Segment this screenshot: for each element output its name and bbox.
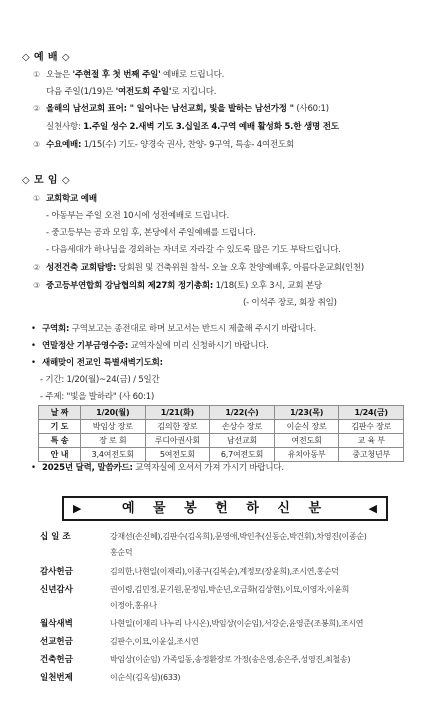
notice-label: 연말정산 기부금영수증:: [42, 341, 129, 351]
notice-label: 2025년 달력, 말씀카드:: [42, 463, 133, 473]
table-row: [39, 448, 404, 462]
item-number: ③: [33, 281, 40, 290]
table-cell: 장 로 회: [81, 434, 146, 448]
triangle-left-icon: ◀: [368, 502, 377, 515]
offering-names: 이순식(김옥심)(633): [110, 673, 181, 682]
worship-item-2-detail: [46, 121, 339, 133]
offering-names: 이정아,홍유나: [110, 601, 157, 610]
item-number: ①: [33, 194, 40, 203]
item-emphasis: 교회학교 예배: [46, 194, 97, 204]
notice-text: 교역자실에 오셔서 가져 가시기 바랍니다.: [132, 463, 284, 473]
table-row-label: 특 송: [39, 434, 81, 448]
offering-names: 박임상(이순임) 가족일동,송정환장로 가정(송은영,송은주,성영진,최철송): [110, 655, 351, 664]
offering-title-box: [62, 496, 388, 521]
item-text: 다음 주일(1/19)은: [46, 87, 116, 97]
table-header-row: [39, 406, 404, 420]
offering-label: 일천번제: [40, 673, 73, 683]
item-text: 로 지킵니다.: [171, 87, 217, 97]
item-text: 당회원 및 건축위원 참석- 오늘 오후 찬양예배후, 아름다운교회(인천): [116, 263, 364, 273]
offering-names: 강재선(손신혜),김판수(김옥희),문영애,박인추(신동순,박건휘),차영진(이종순): [110, 532, 367, 541]
item-emphasis: 올해의 남선교회 표어: " 일어나는 남선교회, 빛을 발하는 남선가정 ": [46, 104, 294, 114]
table-cell: 유치아동부: [274, 448, 339, 462]
offering-label: 십 일 조: [40, 532, 71, 542]
table-header-cell: 1/22(수): [210, 406, 275, 420]
notice-text: 교역자실에 미리 신청하시기 바랍니다.: [128, 341, 269, 351]
notice-text: 구역보고는 종전대로 하며 보고서는 반드시 제출해 주시기 바랍니다.: [69, 324, 317, 334]
table-cell: 손상수 장로: [210, 420, 275, 434]
offering-label: 월삭새벽: [40, 619, 73, 629]
notice-item: [31, 357, 163, 369]
offering-label: 선교헌금: [40, 637, 73, 647]
table-header-cell: 1/21(화): [145, 406, 210, 420]
table-row-label: 기 도: [39, 420, 81, 434]
table-row-label: 안 내: [39, 448, 81, 462]
table-header-cell: 날 짜: [39, 406, 81, 420]
offering-title: 예 물 봉 헌 하 신 분: [121, 501, 329, 516]
notice-item: [31, 340, 269, 352]
worship-item-3: [33, 139, 294, 151]
item-number: ②: [33, 104, 40, 113]
dawn-prayer-theme: - 주제: "빛을 발하라" (사 60:1): [40, 392, 155, 402]
item-text: 실천사항:: [46, 122, 84, 132]
offering-label: 감사헌금: [40, 567, 73, 577]
table-cell: 여전도회: [274, 434, 339, 448]
item-number: ③: [33, 140, 40, 149]
item-emphasis: '여전도회 주일': [115, 87, 172, 97]
offering-names: 김의한,나현일(이재리),이종구(김복순),계정모(장윤희),조시연,홍순덕: [110, 567, 339, 576]
meetings-item-3-detail: (- 이석주 장로, 회장 취임): [243, 298, 337, 308]
meetings-item-1: [33, 193, 97, 205]
meetings-item-1-detail: - 아동부는 주일 오전 10시에 성전예배로 드립니다.: [46, 211, 230, 221]
item-emphasis: 성전건축 교회탐방:: [46, 263, 117, 273]
item-emphasis: 수요예배:: [46, 140, 82, 150]
meetings-item-2: [33, 262, 364, 274]
item-emphasis: 중고등부연합회 강남협의회 제27회 정기총회:: [46, 281, 214, 291]
table-cell: 6,7여전도회: [210, 448, 275, 462]
table-cell: 3,4여전도회: [81, 448, 146, 462]
item-text: 1/18(토) 오후 3시, 교회 본당: [213, 281, 322, 291]
table-cell: 교 육 부: [339, 434, 404, 448]
offering-label: 건축헌금: [40, 655, 73, 665]
item-text: 1/15(수) 기도- 양경숙 권사, 찬양- 9구역, 특송- 4여전도회: [81, 140, 295, 150]
meetings-item-3: [33, 280, 322, 292]
meetings-item-1-detail: - 중고등부는 공과 모임 후, 본당에서 주일예배를 드립니다.: [46, 228, 256, 238]
item-emphasis: 1.주일 성수 2.새벽 기도 3.십일조 4.구역 예배 활성화 5.한 생명 전도: [83, 122, 339, 132]
table-cell: 남선교회: [210, 434, 275, 448]
notice-label: 새해맞이 전교인 특별새벽기도회:: [42, 358, 163, 368]
table-header-cell: 1/20(월): [81, 406, 146, 420]
table-row: [39, 434, 404, 448]
bullet-icon: •: [31, 358, 36, 368]
table-cell: 김판수 장로: [339, 420, 404, 434]
item-emphasis: '주현절 후 첫 번째 주일': [72, 70, 161, 80]
dawn-prayer-period: - 기간: 1/20(월)~24(금) / 5일간: [40, 375, 160, 385]
offering-names: 권이령,김민정,문기원,문정임,박순년,오금화(김상현),이묘,이영자,이윤희: [110, 585, 349, 594]
meetings-heading: ◇ 모 임 ◇: [22, 175, 70, 186]
worship-item-1-detail: [46, 86, 216, 98]
item-text: (사60:1): [293, 104, 329, 114]
offering-names: 김판수,이묘,이윤실,조시연: [110, 637, 199, 646]
notice-label: 구역회:: [42, 324, 70, 334]
worship-item-1: [33, 69, 224, 81]
table-header-cell: 1/23(목): [274, 406, 339, 420]
bullet-icon: •: [31, 463, 36, 473]
table-cell: 박임상 장로: [81, 420, 146, 434]
offering-label: 신년감사: [40, 585, 73, 595]
table-cell: 김의한 장로: [145, 420, 210, 434]
notice-item: [31, 462, 284, 474]
notice-item: [31, 323, 316, 335]
dawn-prayer-schedule-table: [38, 405, 404, 462]
offering-names: 나현일(이재리 나누리 나시온),박임상(이순임),서강순,윤영준(조봉희),조시연: [110, 619, 364, 628]
bullet-icon: •: [31, 324, 36, 334]
table-row: [39, 420, 404, 434]
item-number: ①: [33, 70, 40, 79]
item-text: 오늘은: [46, 70, 73, 80]
table-cell: 중고청년부: [339, 448, 404, 462]
table-cell: 루디아권사회: [145, 434, 210, 448]
meetings-item-1-detail: - 다음세대가 하나님을 경외하는 자녀로 자라갈 수 있도록 많은 기도 부탁드립니다.: [46, 245, 341, 255]
worship-item-2: [33, 103, 329, 115]
table-cell: 이순식 장로: [274, 420, 339, 434]
item-number: ②: [33, 263, 40, 272]
triangle-right-icon: ▶: [73, 502, 82, 515]
bullet-icon: •: [31, 341, 36, 351]
offering-names: 홍순덕: [110, 548, 133, 557]
worship-heading: ◇ 예 배 ◇: [22, 52, 70, 63]
table-cell: 5여전도회: [145, 448, 210, 462]
item-text: 예배로 드립니다.: [160, 70, 225, 80]
table-header-cell: 1/24(금): [339, 406, 404, 420]
